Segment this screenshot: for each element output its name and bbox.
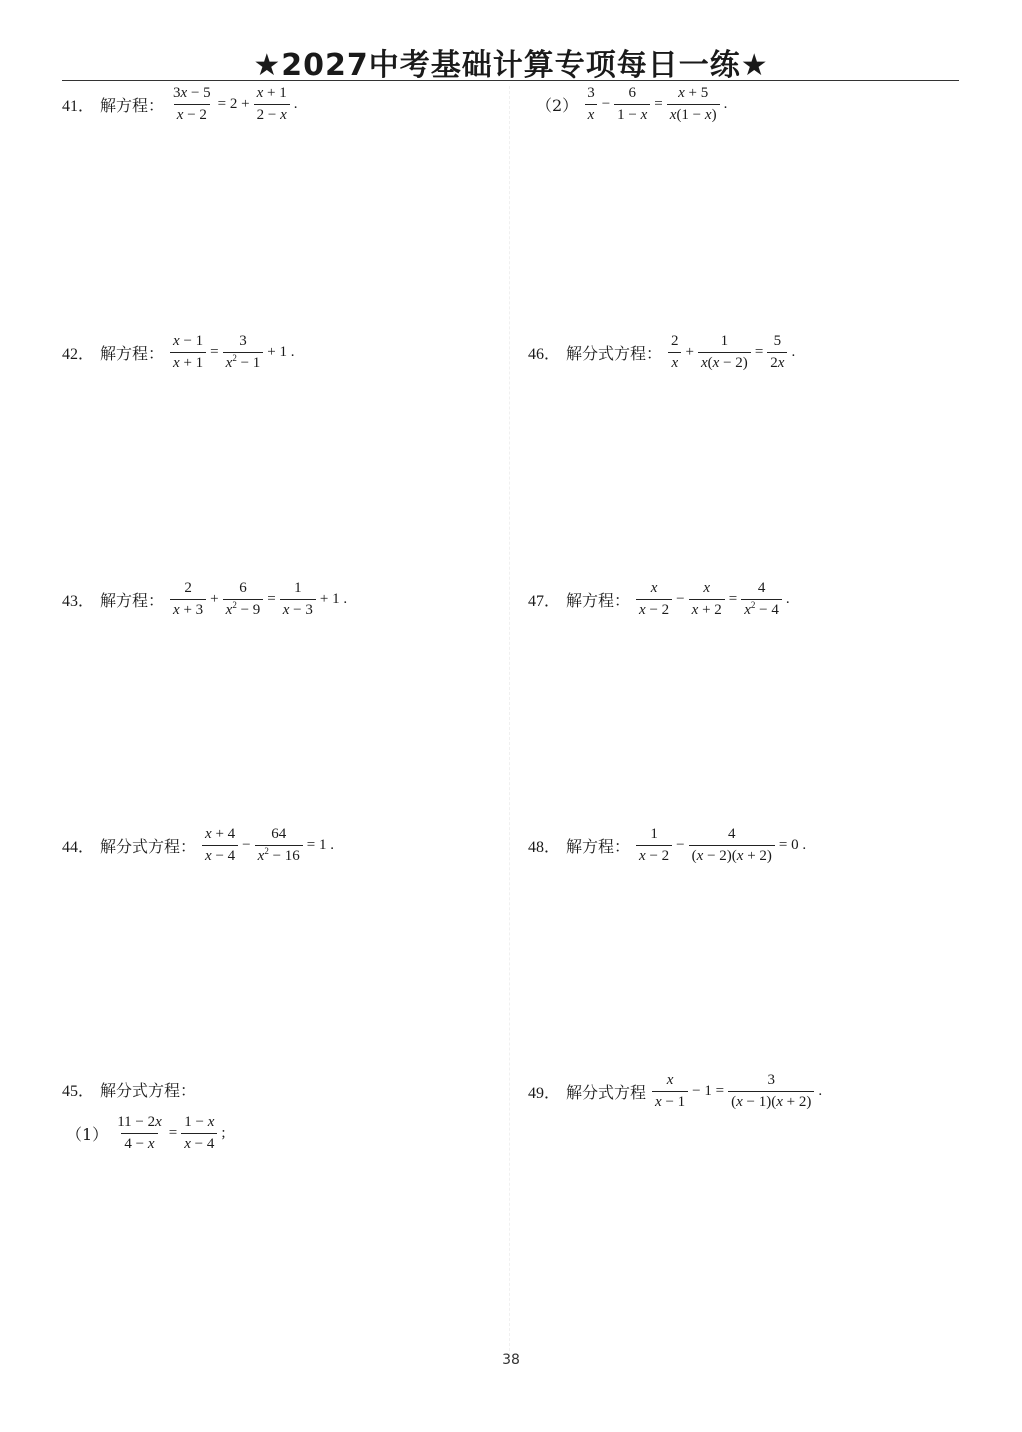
fraction: $\frac{x - 1}{x + 1}$ [170,334,206,371]
problem-instruction: 解分式方程： [100,1081,197,1100]
fraction: $\frac{4}{(x - 2)(x + 2)}$ [689,827,775,864]
problem-42: 42． 解方程： $\frac{x - 1}{x + 1}$ = $\frac{3}{x^2 - 1}$ + 1 . [62,333,295,371]
problem-49: 49． 解分式方程 $\frac{x}{x - 1}$ − 1 = $\frac{3}{(x - 1)(x + 2)}$ . [528,1072,823,1110]
problem-43: 43． 解方程： $\frac{2}{x + 3}$ + $\frac{6}{x^2 - 9}$ = $\frac{1}{x - 3}$ + 1 . [62,580,348,618]
problem-46: 46． 解分式方程： $\frac{2}{x}$ + $\frac{1}{x(x - 2)}$ = $\frac{5}{2x}$ . [528,333,796,371]
problem-number: 47． [528,593,561,610]
problem-47: 47． 解方程： $\frac{x}{x - 2}$ − $\frac{x}{x + 2}$ = $\frac{4}{x^2 - 4}$ . [528,580,790,618]
problem-instruction: 解分式方程： [100,837,197,856]
problem-number: 49． [528,1085,561,1102]
header-rule [62,80,959,81]
problem-44: 44． 解分式方程： $\frac{x + 4}{x - 4}$ − $\frac{64}{x^2 - 16}$ = 1 . [62,826,334,864]
column-divider [509,86,510,1356]
problem-number: 46． [528,346,561,363]
fraction: $\frac{3}{x}$ [584,86,598,123]
fraction: $\frac{1}{x - 2}$ [636,827,672,864]
fraction: $\frac{x + 1}{2 - x}$ [254,86,290,123]
fraction: $\frac{x}{x - 2}$ [636,581,672,618]
problem-part-label: （2） [536,96,579,115]
fraction: $\frac{6}{1 - x}$ [614,86,650,123]
fraction: $\frac{3}{(x - 1)(x + 2)}$ [728,1073,814,1110]
page-number: 38 [502,1352,520,1368]
problem-instruction: 解分式方程 [566,1083,647,1102]
fraction: $\frac{x + 4}{x - 4}$ [202,827,238,864]
problem-number: 41． [62,98,95,115]
fraction: $\frac{1}{x - 3}$ [280,581,316,618]
fraction: $\frac{5}{2x}$ [767,334,787,371]
problem-number: 44． [62,839,95,856]
fraction: $\frac{x}{x + 2}$ [689,581,725,618]
problem-41: 41． 解方程： $\frac{3x - 5}{x - 2}$ = 2 + $\frac{x + 1}{2 - x}$ . [62,85,298,123]
problem-instruction: 解方程： [100,344,165,363]
problem-instruction: 解方程： [100,96,165,115]
fraction: $\frac{11 - 2x}{4 - x}$ [117,1114,162,1152]
fraction: $\frac{2}{x}$ [668,334,682,371]
problem-instruction: 解方程： [566,837,631,856]
fraction: $\frac{3x - 5}{x - 2}$ [173,85,211,123]
problem-number: 48． [528,839,561,856]
problem-45 [62,1078,200,1101]
fraction: $\frac{3}{x^2 - 1}$ [223,334,264,371]
fraction: $\frac{4}{x^2 - 4}$ [741,581,782,618]
fraction: $\frac{2}{x + 3}$ [170,581,206,618]
problem-number: 43． [62,593,95,610]
fraction: $\frac{1 - x}{x - 4}$ [181,1115,217,1152]
problem-number: 45． [62,1083,95,1100]
problem-instruction: 解方程： [566,591,631,610]
problem-number: 42． [62,346,95,363]
page-title: ★2027中考基础计算专项每日一练★ [253,48,769,83]
problem-45-part-1: （1） $\frac{11 - 2x}{4 - x}$ = $\frac{1 - x}{x - 4}$ ; [66,1114,226,1152]
problem-48: 48． 解方程： $\frac{1}{x - 2}$ − $\frac{4}{(x - 2)(x + 2)}$ = 0 . [528,826,807,864]
fraction: $\frac{x + 5}{x(1 - x)}$ [667,86,720,123]
fraction: $\frac{1}{x(x - 2)}$ [698,334,751,371]
fraction: $\frac{64}{x^2 - 16}$ [255,827,303,864]
problem-part-label: （1） [66,1125,109,1144]
problem-instruction: 解分式方程： [566,344,663,363]
fraction: $\frac{x}{x - 1}$ [652,1073,688,1110]
problem-45-part-2: （2） $\frac{3}{x}$ − $\frac{6}{1 - x}$ = $\frac{x + 5}{x(1 - x)}$ . [536,85,728,123]
fraction: $\frac{6}{x^2 - 9}$ [223,581,264,618]
problem-instruction: 解方程： [100,591,165,610]
